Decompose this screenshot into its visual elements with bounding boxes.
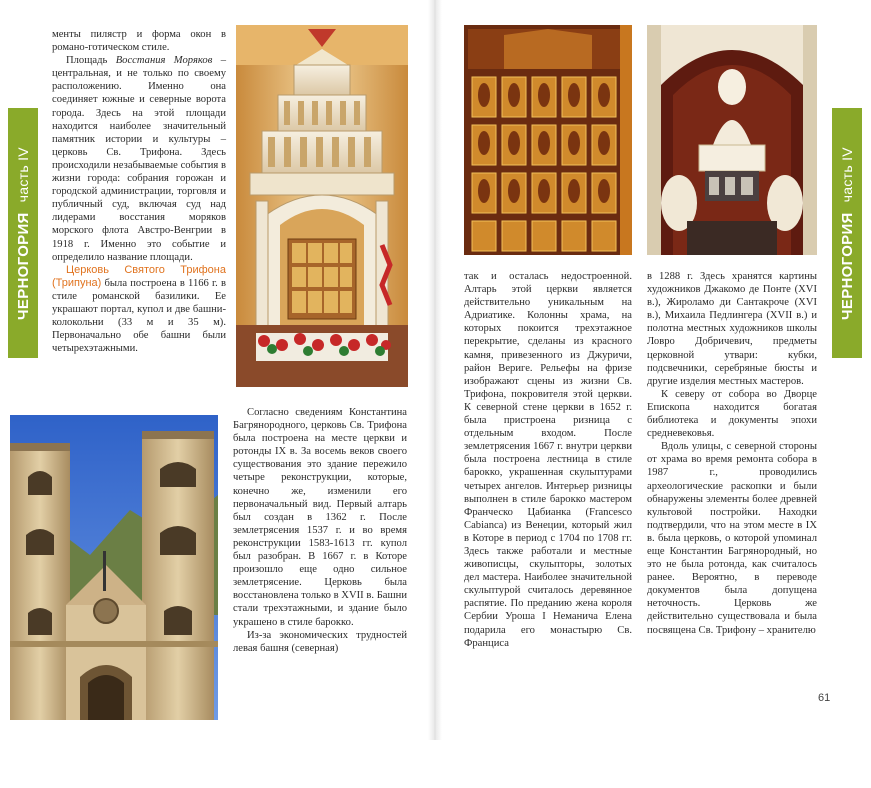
section-tab-part-right: часть IV [838, 146, 855, 202]
reliquary-chapel-photo [647, 25, 817, 255]
right-col2-para-2: К северу от собора во Дворце Епископа находится богатая библиотека и документы эпохи средневековья. [647, 388, 817, 440]
right-col2-para-3: Вдоль улицы, с северной стороны от храма во время ремонта собора в 1987 г., проводились археологические раскопки и были обнаружены элементы более древней культовой постройки. Находки подтвердили, что на этом месте в IX в. была церковь, о которой упоминал еще Константин Багрянородный, но это не была ротонда, как считалось ранее. Вероятно, в переводе документов была допущена неточность. Церковь же действительно существовала и была посвящена Св. Трифону – хранителю [647, 441, 817, 636]
right-col1-para-1: так и осталась недостроенной. Алтарь этой церкви является действительно уникальным на Адриатике. Колонны храма, на которых покоится трехэтажное перекрытие, сделаны из красного камня, привезенного из Джуричи, район Вериге. Рельефы на фризе изображают сцены из жизни Св. Трифона, покровителя этой церкви. К северной стене церкви в 1652 г. была пристроена ризница с отдельным входом. После землетрясения 1667 г. внутри церкви была построена лестница в стиле барокко, украшенная скульптурами четырех ангелов. Интерьер ризницы выполнен в стиле барокко мастером Франческо Цабианка (Francesco Cabianca) из Венеции, который жил в Которе в период с 1704 по 1708 гг. Здесь также работали и местные живописцы, скульпторы, золотых дел мастера. Наиболее значительной скульптурой считалось деревянное распятие. По преданию жена короля Сербии Уроша I Неманича Елена подарила его монастырю Св. Франциса [464, 271, 632, 649]
church-facade-photo [10, 415, 218, 720]
section-tab-right [832, 108, 862, 358]
left-col1-para-2: Площадь Восстания Моряков – центральная, и не только по своему расположению. Именно она соединяет южные и северные ворота города. Здесь на этой площади находится наиболее значительный памятник истории и культуры – церковь Св. Трифона. Здесь происходили незабываемые события в жизни города: собрания горожан и городской администрации, торговля и публичный суд, включая суд над лидерами восстания моряков морского флота Австро-Венгрии в 1918 г. Именно это событие и определило название площади. [52, 55, 226, 263]
left-col2-para-1: Согласно сведениям Константина Багрянородного, церковь Св. Трифона была построена на месте церкви и ротонды IX в. За восемь веков своего существования это здание пережило четыре реконструкции, которые, конечно же, изменили его первоначальный вид. Первый алтарь был создан в 1362 г. После землетрясения 1537 г. и во время реконструкции 1583-1613 гг. купол был разобран. В 1667 г. в Которе произошло еще одно сильное землетрясение. Церковь была восстановлена только в XVII в. Башни стали трехэтажными, и здание было украшено в стиле барокко. [233, 407, 407, 628]
section-tab-title: ЧЕРНОГОРИЯ [14, 211, 32, 320]
gold-altarpiece-photo [464, 25, 632, 255]
page-number: 61 [818, 692, 831, 704]
left-col1-para-1: менты пилястр и форма окон в романо-готическом стиле. [52, 29, 226, 54]
altar-ciborium-photo [236, 25, 408, 387]
left-page [0, 0, 430, 740]
right-col2-para-1: в 1288 г. Здесь хранятся картины художников Джакомо де Понте (XVI в.), Жироламо ди Сантакроче (XVI в.), Михаила Педлингера (XVII в.) и полотна местных художников школы Ловро Добричевич, предметы церковной утвари: кубки, подсвечники, серебряные бюсты и другие изделия местных мастеров. [647, 271, 817, 387]
section-tab-part: часть IV [14, 146, 31, 202]
section-tab-label-right [839, 147, 856, 320]
section-tab-title-right: ЧЕРНОГОРИЯ [838, 211, 856, 320]
church-heading: Церковь Святого Трифона (Трипуна) [52, 263, 226, 289]
right-column-1 [464, 270, 632, 650]
section-tab-left [8, 108, 38, 358]
right-page [440, 0, 871, 740]
square-name: Восстания Моряков [115, 55, 213, 67]
left-column-2 [233, 406, 407, 655]
left-col2-para-2: Из-за экономических трудностей левая башня (северная) [233, 629, 407, 654]
left-column-1 [52, 28, 226, 355]
section-tab-label [15, 147, 32, 320]
left-col1-para-3: Церковь Святого Трифона (Трипуна) была построена в 1166 г. в стиле романской базилики. Ее украшают портал, купол и две башни-колокольни (33 м и 35 м). Первоначально обе башни были четырехэтажными. [52, 263, 226, 355]
right-column-2 [647, 270, 817, 637]
